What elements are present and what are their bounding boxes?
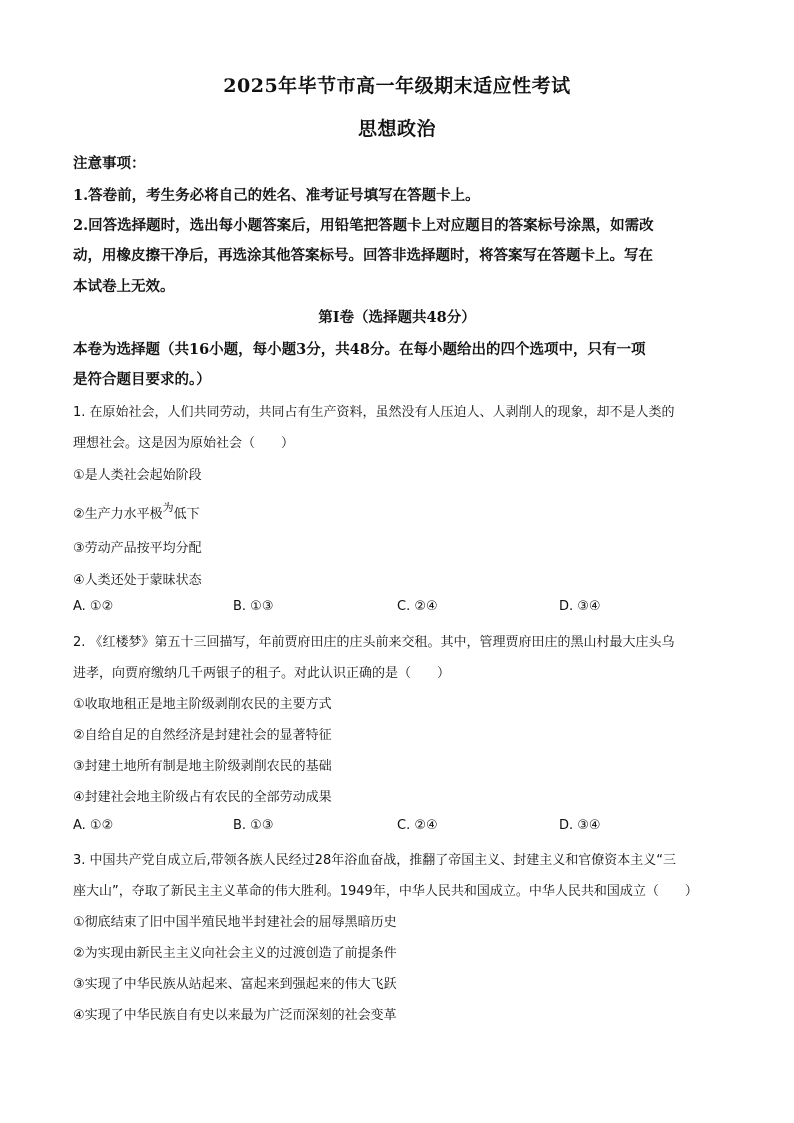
section-desc-line-1: 本卷为选择题（共16小题，每小题3分，共48分。在每小题给出的四个选项中，只有一项 xyxy=(73,341,646,358)
q1-choice-a[interactable]: A. ①② xyxy=(73,599,114,614)
notice-item-2-line-1: 2.回答选择题时，选出每小题答案后，用铅笔把答题卡上对应题目的答案标号涂黑，如需改 xyxy=(73,217,654,234)
q1-option-4: ④人类还处于蒙昧状态 xyxy=(73,573,202,588)
q3-option-4: ④实现了中华民族自有史以来最为广泛而深刻的社会变革 xyxy=(73,1008,397,1023)
q1-choice-c[interactable]: C. ②④ xyxy=(397,599,438,614)
q1-option-2 xyxy=(73,503,725,522)
q2-choice-b[interactable]: B. ①③ xyxy=(233,818,274,833)
q2-choice-d[interactable]: D. ③④ xyxy=(559,818,601,833)
q2-choice-a[interactable]: A. ①② xyxy=(73,818,114,833)
q1-stem-line-1: 1. 在原始社会，人们共同劳动，共同占有生产资料，虽然没有人压迫人、人剥削人的现象，却不是人类的 xyxy=(73,405,675,420)
q2-choice-c[interactable]: C. ②④ xyxy=(397,818,438,833)
q2-option-3: ③封建土地所有制是地主阶级剥削农民的基础 xyxy=(73,759,332,774)
q2-stem-line-2: 进孝，向贾府缴纳几千两银子的租子。对此认识正确的是（ ） xyxy=(73,666,451,681)
q3-stem-line-1: 3. 中国共产党自成立后,带领各族人民经过28年浴血奋战，推翻了帝国主义、封建主义和官僚资本主义“三 xyxy=(73,853,676,868)
q3-option-1: ①彻底结束了旧中国半殖民地半封建社会的屈辱黑暗历史 xyxy=(73,915,397,930)
q2-option-1: ①收取地租正是地主阶级剥削农民的主要方式 xyxy=(73,697,332,712)
q1-option-3: ③劳动产品按平均分配 xyxy=(73,541,202,556)
section-desc-line-2: 是符合题目要求的。） xyxy=(73,371,211,388)
notice-item-2-line-2: 动，用橡皮擦干净后，再选涂其他答案标号。回答非选择题时，将答案写在答题卡上。写在 xyxy=(73,247,653,264)
q1-option-2-part-a: ②生产力水平极 xyxy=(73,507,163,522)
notice-item-1: 1.答卷前，考生务必将自己的姓名、准考证号填写在答题卡上。 xyxy=(73,187,480,204)
notice-heading: 注意事项： xyxy=(73,155,146,172)
q2-option-2: ②自给自足的自然经济是封建社会的显著特征 xyxy=(73,728,332,743)
q1-choice-d[interactable]: D. ③④ xyxy=(559,599,601,614)
q3-option-2: ②为实现由新民主主义向社会主义的过渡创造了前提条件 xyxy=(73,946,397,961)
notice-item-2-line-3: 本试卷上无效。 xyxy=(73,278,175,295)
q1-option-2-part-b: 低下 xyxy=(173,507,200,522)
section-title: 第Ⅰ卷（选择题共48分） xyxy=(318,309,476,326)
q1-choice-b[interactable]: B. ①③ xyxy=(233,599,274,614)
q1-stem-line-2: 理想社会。这是因为原始社会（ ） xyxy=(73,436,295,451)
q2-option-4: ④封建社会地主阶级占有农民的全部劳动成果 xyxy=(73,790,332,805)
q1-option-2-sup: 为 xyxy=(162,501,174,514)
subject-title: 思想政治 xyxy=(357,118,436,140)
q2-stem-line-1: 2. 《红楼梦》第五十三回描写，年前贾府田庄的庄头前来交租。其中，管理贾府田庄的黑山村最大庄头乌 xyxy=(73,635,675,650)
exam-title: 2025年毕节市高一年级期末适应性考试 xyxy=(223,75,571,97)
q1-option-1: ①是人类社会起始阶段 xyxy=(73,468,202,483)
q3-option-3: ③实现了中华民族从站起来、富起来到强起来的伟大飞跃 xyxy=(73,977,397,992)
q3-stem-line-2: 座大山”，夺取了新民主主义革命的伟大胜利。1949年，中华人民共和国成立。中华人民共和国成立（ ） xyxy=(73,884,698,899)
